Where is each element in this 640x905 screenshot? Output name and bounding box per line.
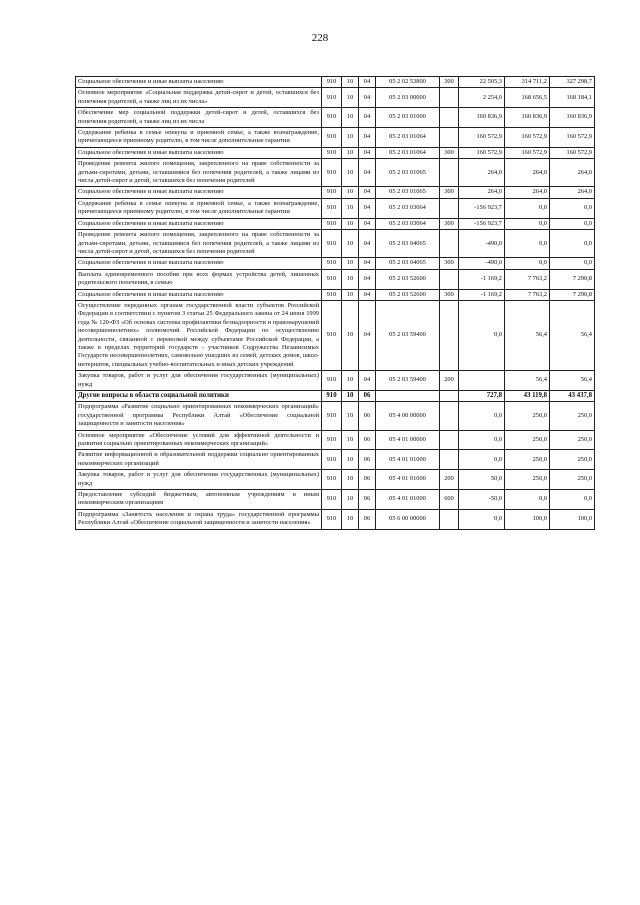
subsection-code: 04 <box>359 300 376 370</box>
expense-type-code <box>440 450 459 470</box>
row-name: Другие вопросы в области социальной политики <box>76 391 322 402</box>
expense-type-code <box>440 509 459 529</box>
table-row <box>76 509 595 529</box>
expense-type-code: 200 <box>440 371 459 391</box>
amount-year-2: 160 572,9 <box>505 147 550 158</box>
section-code: 10 <box>342 402 359 430</box>
ministry-code: 910 <box>322 470 342 490</box>
amount-year-2: 264,0 <box>505 159 550 187</box>
expense-type-code <box>440 159 459 187</box>
table-row <box>76 470 595 490</box>
amount-year-3: 160 572,9 <box>550 147 595 158</box>
amount-change: 50,0 <box>459 470 505 490</box>
amount-year-2: 168 656,5 <box>505 88 550 108</box>
table-row <box>76 258 595 269</box>
target-article-code: 05 2 03 01064 <box>376 147 440 158</box>
table-row <box>76 77 595 88</box>
ministry-code: 910 <box>322 300 342 370</box>
row-name: Социальное обеспечение и иные выплаты населению <box>76 218 322 229</box>
amount-year-2: 160 572,9 <box>505 128 550 148</box>
amount-year-3: 160 572,9 <box>550 128 595 148</box>
ministry-code: 910 <box>322 371 342 391</box>
target-article-code: 05 4 01 01000 <box>376 450 440 470</box>
table-row <box>76 187 595 198</box>
page-number: 228 <box>311 32 329 44</box>
ministry-code: 910 <box>322 159 342 187</box>
subsection-code: 04 <box>359 159 376 187</box>
expense-type-code: 300 <box>440 187 459 198</box>
section-code: 10 <box>342 269 359 289</box>
ministry-code: 910 <box>322 147 342 158</box>
amount-change: 160 836,9 <box>459 108 505 128</box>
section-code: 10 <box>342 230 359 258</box>
amount-change: -490,0 <box>459 258 505 269</box>
amount-year-2: 264,0 <box>505 187 550 198</box>
target-article-code: 05 2 03 59400 <box>376 300 440 370</box>
amount-year-2: 7 763,2 <box>505 269 550 289</box>
row-name: Основное мероприятие «Обеспечение условий для эффективной деятельности и развития социально ориентированных некоммерческих организаций» <box>76 430 322 450</box>
row-name: Обеспечение мер социальной поддержки детей-сирот и детей, оставшихся без попечения родителей, а также лиц из их числа <box>76 108 322 128</box>
subsection-code: 06 <box>359 450 376 470</box>
ministry-code: 910 <box>322 108 342 128</box>
section-code: 10 <box>342 198 359 218</box>
table-row <box>76 391 595 402</box>
amount-year-3: 56,4 <box>550 300 595 370</box>
expense-type-code: 300 <box>440 147 459 158</box>
target-article-code: 05 2 03 52600 <box>376 269 440 289</box>
expense-type-code <box>440 128 459 148</box>
target-article-code: 05 2 03 03064 <box>376 218 440 229</box>
amount-year-3: 56,4 <box>550 371 595 391</box>
expense-type-code <box>440 300 459 370</box>
section-code: 10 <box>342 300 359 370</box>
amount-year-3: 160 836,9 <box>550 108 595 128</box>
budget-table <box>75 76 595 530</box>
target-article-code <box>376 391 440 402</box>
subsection-code: 06 <box>359 402 376 430</box>
subsection-code: 04 <box>359 289 376 300</box>
amount-year-3: 0,0 <box>550 258 595 269</box>
ministry-code: 910 <box>322 509 342 529</box>
section-code: 10 <box>342 490 359 510</box>
amount-year-3: 0,0 <box>550 218 595 229</box>
amount-change: 0,0 <box>459 402 505 430</box>
amount-year-3: 327 298,7 <box>550 77 595 88</box>
amount-change: -50,0 <box>459 490 505 510</box>
subsection-code: 06 <box>359 391 376 402</box>
subsection-code: 04 <box>359 230 376 258</box>
amount-year-3: 168 184,1 <box>550 88 595 108</box>
ministry-code: 910 <box>322 391 342 402</box>
amount-year-2: 43 119,8 <box>505 391 550 402</box>
amount-year-2: 0,0 <box>505 218 550 229</box>
ministry-code: 910 <box>322 128 342 148</box>
table-row <box>76 198 595 218</box>
amount-change: 727,8 <box>459 391 505 402</box>
row-name: Подпрограмма «Развитие социально ориентированных некоммерческих организаций» государственной программы Республики Алтай «Обеспечение социальной защищенности и занятости населения» <box>76 402 322 430</box>
amount-change: 160 572,9 <box>459 147 505 158</box>
table-row <box>76 147 595 158</box>
section-code: 10 <box>342 187 359 198</box>
row-name: Закупка товаров, работ и услуг для обеспечения государственных (муниципальных) нужд <box>76 470 322 490</box>
expense-type-code: 600 <box>440 490 459 510</box>
amount-year-3: 0,0 <box>550 230 595 258</box>
subsection-code: 04 <box>359 147 376 158</box>
row-name: Осуществление переданных органам государственной власти субъектов Российской Федерации в соответствии с пунктом 3 статьи 25 Федерального закона от 24 июня 1999 года № 120-ФЗ «Об основах системы профилактики безнадзорности и правонарушений несовершеннолетних» полномочий Российской Федерации по осуществлению деятельности, связанной с перевозкой между субъектами Российской Федерации, а также в пределах территорий государств - участников Содружества Независимых Государств несовершеннолетних, самовольно ушедших из семей, детских домов, школ-интернатов, специальных учебно-воспитательных и иных детских учреждений <box>76 300 322 370</box>
subsection-code: 04 <box>359 108 376 128</box>
amount-year-3: 250,0 <box>550 450 595 470</box>
ministry-code: 910 <box>322 490 342 510</box>
subsection-code: 06 <box>359 509 376 529</box>
subsection-code: 04 <box>359 371 376 391</box>
section-code: 10 <box>342 77 359 88</box>
amount-change: -490,0 <box>459 230 505 258</box>
target-article-code: 05 4 01 01000 <box>376 490 440 510</box>
section-code: 10 <box>342 470 359 490</box>
target-article-code: 05 4 00 00000 <box>376 402 440 430</box>
amount-year-3: 0,0 <box>550 198 595 218</box>
ministry-code: 910 <box>322 450 342 470</box>
section-code: 10 <box>342 218 359 229</box>
table-row <box>76 88 595 108</box>
table-row <box>76 159 595 187</box>
ministry-code: 910 <box>322 77 342 88</box>
section-code: 10 <box>342 159 359 187</box>
row-name: Выплата единовременного пособия при всех формах устройства детей, лишенных родительского попечения, в семью <box>76 269 322 289</box>
target-article-code: 05 2 03 59400 <box>376 371 440 391</box>
section-code: 10 <box>342 289 359 300</box>
expense-type-code <box>440 402 459 430</box>
amount-year-2: 56,4 <box>505 300 550 370</box>
ministry-code: 910 <box>322 198 342 218</box>
section-code: 10 <box>342 509 359 529</box>
amount-year-2: 0,0 <box>505 258 550 269</box>
target-article-code: 05 2 03 01065 <box>376 187 440 198</box>
ministry-code: 910 <box>322 88 342 108</box>
ministry-code: 910 <box>322 430 342 450</box>
table-row <box>76 371 595 391</box>
amount-year-3: 7 290,8 <box>550 269 595 289</box>
amount-change: -156 923,7 <box>459 198 505 218</box>
subsection-code: 04 <box>359 88 376 108</box>
amount-year-3: 0,0 <box>550 490 595 510</box>
table-row <box>76 300 595 370</box>
section-code: 10 <box>342 128 359 148</box>
row-name: Социальное обеспечение и иные выплаты населению <box>76 147 322 158</box>
section-code: 10 <box>342 430 359 450</box>
ministry-code: 910 <box>322 289 342 300</box>
amount-year-3: 250,0 <box>550 430 595 450</box>
amount-year-2: 250,0 <box>505 450 550 470</box>
row-name: Социальное обеспечение и иные выплаты населению <box>76 77 322 88</box>
amount-year-2: 250,0 <box>505 402 550 430</box>
amount-year-2: 160 836,9 <box>505 108 550 128</box>
expense-type-code: 200 <box>440 470 459 490</box>
table-row <box>76 402 595 430</box>
subsection-code: 04 <box>359 128 376 148</box>
amount-year-3: 264,0 <box>550 187 595 198</box>
table-row <box>76 450 595 470</box>
table-row <box>76 230 595 258</box>
row-name: Проведение ремонта жилого помещения, закрепленного на праве собственности за детьми-сиротами, детьми, оставшимися без попечения родителей, а также лицами из числа детей-сирот и детей, оставшихся без попечения родителей <box>76 159 322 187</box>
target-article-code: 05 2 03 52600 <box>376 289 440 300</box>
amount-year-2: 56,4 <box>505 371 550 391</box>
target-article-code: 05 4 01 00000 <box>376 430 440 450</box>
target-article-code: 05 2 03 04065 <box>376 230 440 258</box>
amount-change <box>459 371 505 391</box>
target-article-code: 05 2 03 01000 <box>376 108 440 128</box>
expense-type-code <box>440 269 459 289</box>
amount-year-3: 264,0 <box>550 159 595 187</box>
table-row <box>76 269 595 289</box>
subsection-code: 04 <box>359 187 376 198</box>
section-code: 10 <box>342 108 359 128</box>
row-name: Социальное обеспечение и иные выплаты населению <box>76 258 322 269</box>
subsection-code: 04 <box>359 258 376 269</box>
amount-year-2: 7 763,2 <box>505 289 550 300</box>
amount-year-3: 100,0 <box>550 509 595 529</box>
target-article-code: 05 4 01 01000 <box>376 470 440 490</box>
table-row <box>76 218 595 229</box>
amount-year-3: 250,0 <box>550 470 595 490</box>
expense-type-code: 300 <box>440 289 459 300</box>
subsection-code: 04 <box>359 269 376 289</box>
ministry-code: 910 <box>322 187 342 198</box>
amount-year-2: 314 711,2 <box>505 77 550 88</box>
table-row <box>76 490 595 510</box>
row-name: Развитие информационной и образовательной поддержки социально ориентированных некоммерческих организаций <box>76 450 322 470</box>
section-code: 10 <box>342 391 359 402</box>
amount-year-2: 250,0 <box>505 470 550 490</box>
amount-year-2: 250,0 <box>505 430 550 450</box>
row-name: Социальное обеспечение и иные выплаты населению <box>76 289 322 300</box>
amount-change: 264,0 <box>459 187 505 198</box>
section-code: 10 <box>342 450 359 470</box>
expense-type-code <box>440 198 459 218</box>
row-name: Подпрограмма «Занятость населения и охрана труда» государственной программы Республики Алтай «Обеспечение социальной защищенности и занятости населения» <box>76 509 322 529</box>
target-article-code: 05 2 03 01065 <box>376 159 440 187</box>
subsection-code: 04 <box>359 77 376 88</box>
table-row <box>76 430 595 450</box>
amount-change: -156 923,7 <box>459 218 505 229</box>
amount-change: 22 505,3 <box>459 77 505 88</box>
subsection-code: 06 <box>359 470 376 490</box>
row-name: Основное мероприятие «Социальная поддержка детей-сирот и детей, оставшихся без попечения родителей, а также лиц из их числа» <box>76 88 322 108</box>
row-name: Закупка товаров, работ и услуг для обеспечения государственных (муниципальных) нужд <box>76 371 322 391</box>
subsection-code: 04 <box>359 198 376 218</box>
target-article-code: 05 2 03 00000 <box>376 88 440 108</box>
amount-change: -1 169,2 <box>459 269 505 289</box>
amount-year-2: 0,0 <box>505 230 550 258</box>
ministry-code: 910 <box>322 258 342 269</box>
subsection-code: 04 <box>359 218 376 229</box>
amount-change: 2 254,0 <box>459 88 505 108</box>
table-row <box>76 108 595 128</box>
section-code: 10 <box>342 371 359 391</box>
subsection-code: 06 <box>359 490 376 510</box>
target-article-code: 05 2 03 03064 <box>376 198 440 218</box>
amount-change: 0,0 <box>459 450 505 470</box>
table-row <box>76 289 595 300</box>
ministry-code: 910 <box>322 402 342 430</box>
expense-type-code <box>440 88 459 108</box>
section-code: 10 <box>342 147 359 158</box>
amount-change: -1 169,2 <box>459 289 505 300</box>
expense-type-code <box>440 108 459 128</box>
table-row <box>76 128 595 148</box>
ministry-code: 910 <box>322 269 342 289</box>
target-article-code: 05 2 02 53800 <box>376 77 440 88</box>
row-name: Социальное обеспечение и иные выплаты населению <box>76 187 322 198</box>
amount-change: 160 572,9 <box>459 128 505 148</box>
row-name: Содержание ребенка в семье опекуна и приемной семье, а также вознаграждение, причитающееся приемному родителю, в том числе дополнительные гарантии <box>76 198 322 218</box>
ministry-code: 910 <box>322 230 342 258</box>
target-article-code: 05 2 03 04065 <box>376 258 440 269</box>
ministry-code: 910 <box>322 218 342 229</box>
amount-year-2: 100,0 <box>505 509 550 529</box>
expense-type-code: 300 <box>440 77 459 88</box>
expense-type-code: 300 <box>440 218 459 229</box>
amount-change: 0,0 <box>459 300 505 370</box>
amount-change: 0,0 <box>459 509 505 529</box>
row-name: Содержание ребенка в семье опекуна и приемной семье, а также вознаграждение, причитающееся приемному родителю, в том числе дополнительные гарантии <box>76 128 322 148</box>
amount-change: 0,0 <box>459 430 505 450</box>
amount-year-3: 43 437,8 <box>550 391 595 402</box>
table-body <box>76 77 595 530</box>
target-article-code: 05 2 03 01064 <box>376 128 440 148</box>
section-code: 10 <box>342 88 359 108</box>
section-code: 10 <box>342 258 359 269</box>
expense-type-code: 300 <box>440 258 459 269</box>
expense-type-code <box>440 391 459 402</box>
amount-year-3: 7 290,8 <box>550 289 595 300</box>
amount-change: 264,0 <box>459 159 505 187</box>
expense-type-code <box>440 430 459 450</box>
amount-year-3: 250,0 <box>550 402 595 430</box>
row-name: Предоставление субсидий бюджетным, автономным учреждениям и иным некоммерческим организациям <box>76 490 322 510</box>
subsection-code: 06 <box>359 430 376 450</box>
expense-type-code <box>440 230 459 258</box>
amount-year-2: 0,0 <box>505 198 550 218</box>
row-name: Проведение ремонта жилого помещения, закрепленного на праве собственности за детьми-сиротами, детьми, оставшимися без попечения родителей, а также лицами из числа детей-сирот и детей, оставшихся без попечения родителей <box>76 230 322 258</box>
amount-year-2: 0,0 <box>505 490 550 510</box>
target-article-code: 05 6 00 00000 <box>376 509 440 529</box>
